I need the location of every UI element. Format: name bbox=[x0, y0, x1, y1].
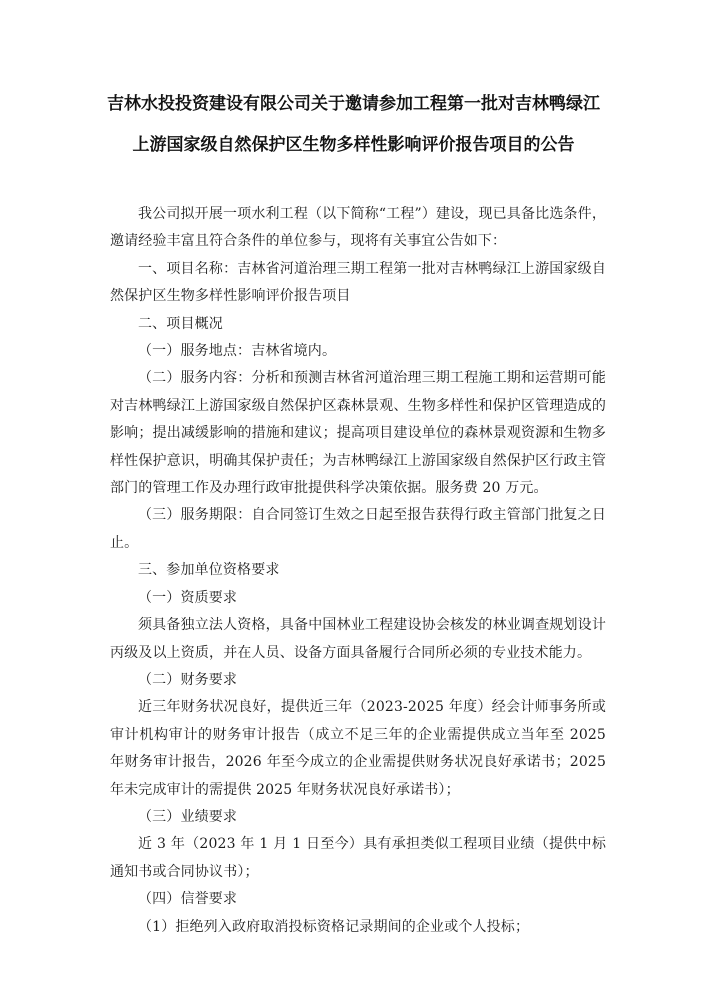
finance-paragraph: 近三年财务状况良好，提供近三年（2023-2025 年度）经会计师事务所或审计机构审计的财务审计报告（成立不足三年的企业需提供成立当年至 2025 年财务审计报告，2026 年至今成立的企业需提供财务状况良好承诺书；2025 年未完成审计的需提供 2025 年财务状况良好承诺书）； bbox=[110, 699, 606, 798]
subheading-performance: （三）业绩要求 bbox=[138, 808, 238, 825]
subheading-certification: （一）资质要求 bbox=[138, 589, 238, 606]
document-body bbox=[110, 201, 606, 941]
section-heading-overview: 二、项目概况 bbox=[138, 315, 223, 332]
reputation-item-1: （1）拒绝列入政府取消投标资格记录期间的企业或个人投标； bbox=[138, 918, 530, 935]
service-location-paragraph: （一）服务地点：吉林省境内。 bbox=[138, 343, 337, 360]
document-title-line-1: 吉林水投投资建设有限公司关于邀请参加工程第一批对吉林鸭绿江 bbox=[107, 94, 600, 114]
service-content-paragraph: （二）服务内容：分析和预测吉林省河道治理三期工程施工期和运营期可能对吉林鸭绿江上游国家级自然保护区森林景观、生物多样性和保护区管理造成的影响；提出减缓影响的措施和建议；提高项目建设单位的森林景观资源和生物多样性保护意识，明确其保护责任；为吉林鸭绿江上游国家级自然保护区行政主管部门的管理工作及办理行政审批提供科学决策依据。服务费 20 万元。 bbox=[110, 370, 606, 497]
intro-paragraph: 我公司拟开展一项水利工程（以下简称“工程”）建设，现已具备比选条件，邀请经验丰富且符合条件的单位参与，现将有关事宜公告如下： bbox=[110, 206, 606, 250]
section-heading-qualifications: 三、参加单位资格要求 bbox=[138, 562, 280, 579]
subheading-finance: （二）财务要求 bbox=[138, 671, 238, 688]
service-period-paragraph: （三）服务期限：自合同签订生效之日起至报告获得行政主管部门批复之日止。 bbox=[110, 507, 606, 551]
certification-paragraph: 须具备独立法人资格，具备中国林业工程建设协会核发的林业调查规划设计丙级及以上资质，并在人员、设备方面具备履行合同所必须的专业技术能力。 bbox=[110, 617, 606, 661]
performance-paragraph: 近 3 年（2023 年 1 月 1 日至今）具有承担类似工程项目业绩（提供中标通知书或合同协议书）； bbox=[110, 836, 606, 880]
project-name-paragraph: 一、项目名称：吉林省河道治理三期工程第一批对吉林鸭绿江上游国家级自然保护区生物多样性影响评价报告项目 bbox=[110, 260, 606, 305]
document-title-line-2: 上游国家级自然保护区生物多样性影响评价报告项目的公告 bbox=[132, 135, 575, 155]
subheading-reputation: （四）信誉要求 bbox=[138, 891, 238, 908]
